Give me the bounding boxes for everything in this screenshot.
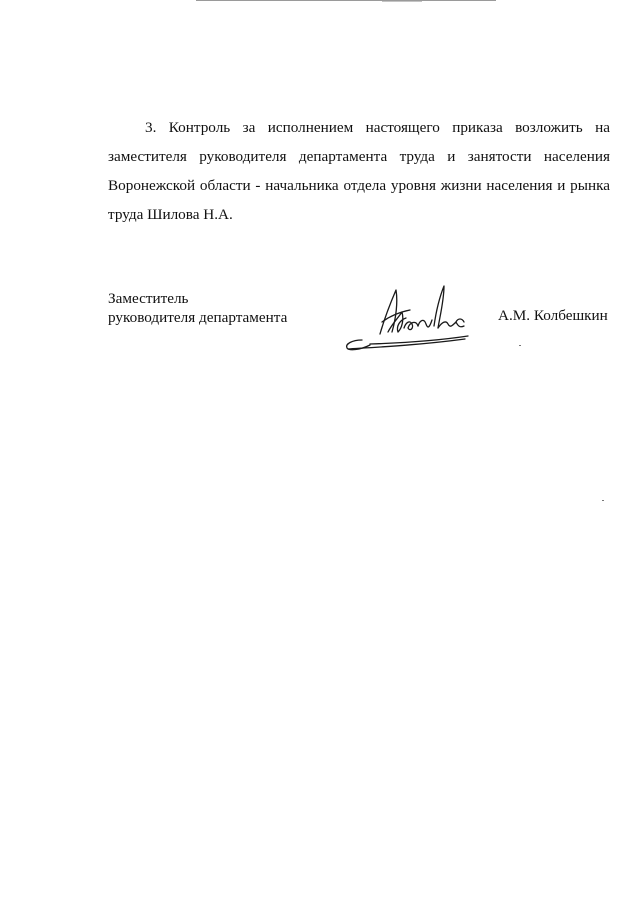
signer-position-line-1: Заместитель: [108, 290, 189, 307]
scan-speck: [519, 345, 521, 346]
scan-speck: [602, 500, 604, 501]
handwritten-signature: [340, 282, 475, 357]
paragraph-line: Воронежской области - начальника отдела уровня жизни населения и рынка: [108, 177, 610, 194]
signer-position: [108, 289, 287, 327]
signer-position-line-2: руководителя департамента: [108, 309, 288, 326]
paragraph-line: труда Шилова Н.А.: [108, 206, 233, 223]
scan-edge-line: [196, 0, 496, 1]
paragraph-line: 3. Контроль за исполнением настоящего приказа возложить на: [145, 119, 610, 136]
clause-3-paragraph: [108, 113, 610, 229]
paragraph-line: заместителя руководителя департамента труда и занятости населения: [108, 148, 610, 165]
signatory-name: А.М. Колбешкин: [498, 307, 608, 324]
scan-edge-line: [382, 1, 422, 2]
